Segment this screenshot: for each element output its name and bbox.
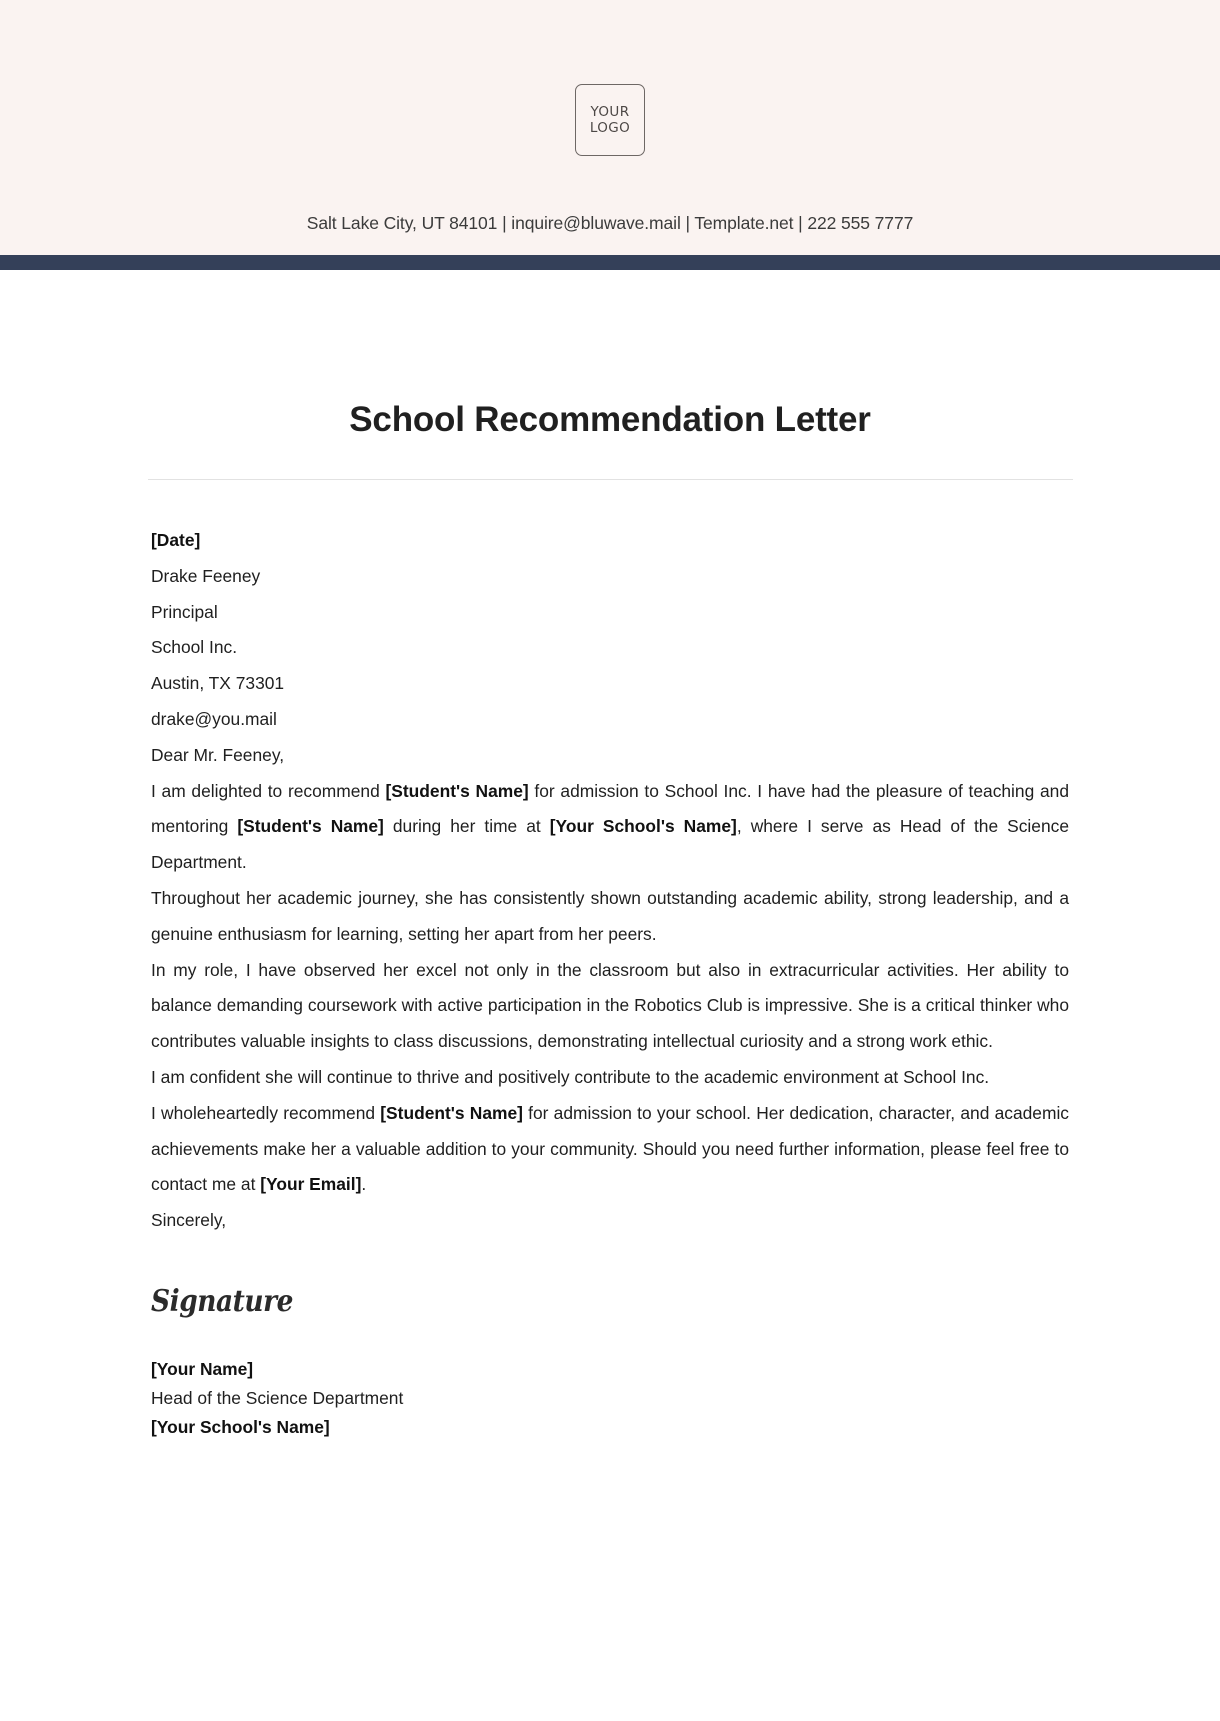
p1-part4: , where I serve as Head of the Science Department.	[151, 816, 1069, 873]
logo-box-icon	[575, 84, 645, 156]
p1-school-name: [Your School's Name]	[549, 816, 737, 837]
letterhead-banner	[0, 0, 1220, 255]
letter-body	[151, 480, 1069, 1442]
recipient-name: Drake Feeney	[151, 565, 261, 586]
p5-part1: I wholeheartedly recommend	[151, 1102, 381, 1123]
letter-date	[151, 523, 1069, 559]
recipient-email: drake@you.mail	[151, 708, 277, 729]
letter-paragraph-5	[151, 1096, 1069, 1203]
accent-bar-divider	[0, 255, 1220, 270]
recipient-title: Principal	[151, 601, 218, 622]
sign-off-name: [Your Name]	[151, 1358, 254, 1379]
p1-part1: I am delighted to recommend	[151, 780, 386, 801]
sign-off-title: Head of the Science Department	[151, 1387, 404, 1408]
logo-line-1: YOUR	[590, 104, 630, 120]
logo-placeholder[interactable]	[0, 84, 1220, 156]
date-placeholder: [Date]	[151, 530, 201, 550]
p1-part3: during her time at	[383, 816, 550, 837]
p5-part3: .	[361, 1174, 367, 1195]
letter-paragraph-1	[151, 774, 1069, 881]
p1-student-name-2: [Student's Name]	[237, 816, 384, 837]
letter-closing: Sincerely,	[151, 1210, 227, 1231]
p5-part2: for admission to your school. Her dedication, character, and academic achievements make her a valuable addition to your community. Should you need further information, please feel free to contact me at	[151, 1102, 1069, 1195]
recipient-company: School Inc.	[151, 637, 238, 658]
p1-student-name-1: [Student's Name]	[385, 780, 529, 801]
letterhead-contact-line: Salt Lake City, UT 84101 | inquire@bluwave.mail | Template.net | 222 555 7777	[306, 213, 914, 233]
page-title: School Recommendation Letter	[349, 400, 871, 439]
letter-paragraph-4: I am confident she will continue to thrive and positively contribute to the academic environment at School Inc.	[151, 1066, 990, 1087]
p1-part2: for admission to School Inc. I have had the pleasure of teaching and mentoring	[151, 780, 1069, 837]
salutation: Dear Mr. Feeney,	[151, 744, 285, 765]
sign-off-block	[151, 1355, 1069, 1442]
sign-off-school: [Your School's Name]	[151, 1416, 330, 1437]
logo-line-2: LOGO	[589, 120, 631, 136]
p5-student-name: [Student's Name]	[380, 1102, 523, 1123]
signature-image: Signature	[151, 1283, 293, 1319]
recipient-address: Austin, TX 73301	[151, 673, 285, 694]
letter-paragraph-2: Throughout her academic journey, she has consistently shown outstanding academic ability, strong leadership, and a genuine enthusiasm for learning, setting her apart from her peers.	[151, 887, 1069, 944]
p5-your-email: [Your Email]	[260, 1174, 362, 1195]
letter-paragraph-3: In my role, I have observed her excel not only in the classroom but also in extracurricular activities. Her ability to balance demanding coursework with active participation in the Robotics Club is impressive. She is a critical thinker who contributes valuable insights to class discussions, demonstrating intellectual curiosity and a strong work ethic.	[151, 959, 1069, 1052]
document-content	[0, 270, 1220, 1442]
